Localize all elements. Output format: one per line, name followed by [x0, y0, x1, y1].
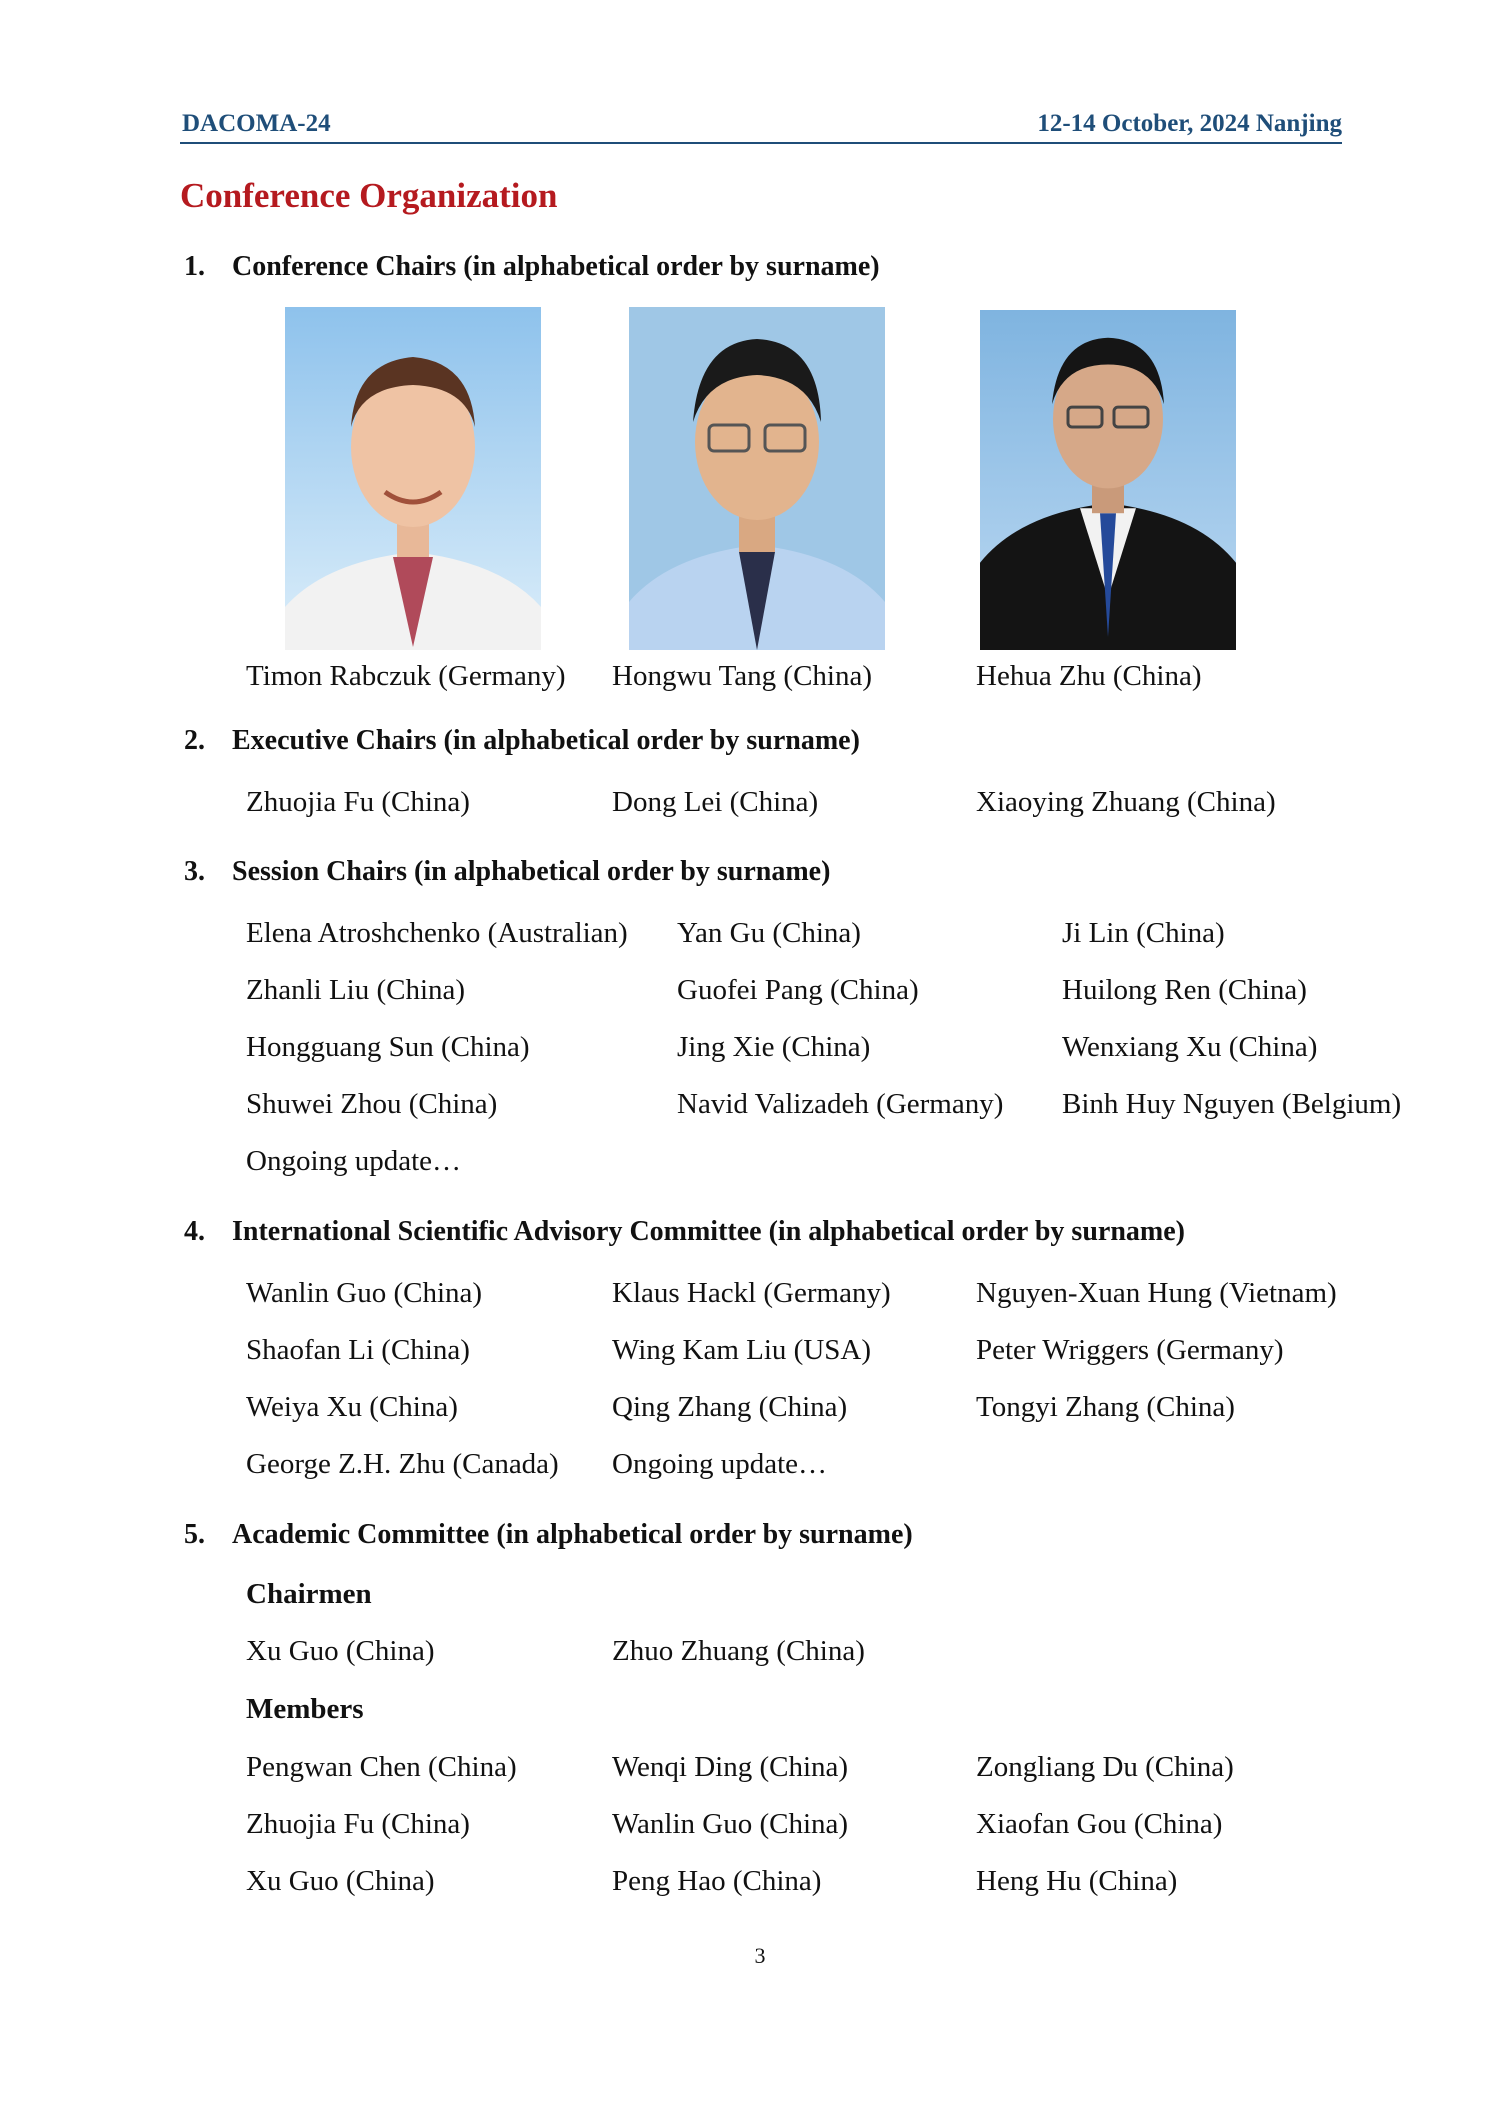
session-chair-name: Huilong Ren (China) — [1062, 974, 1307, 1006]
academic-chairman-name: Zhuo Zhuang (China) — [612, 1635, 865, 1667]
academic-member-name: Zongliang Du (China) — [976, 1751, 1234, 1783]
committee-member-name: Qing Zhang (China) — [612, 1391, 848, 1423]
academic-chairman-name: Xu Guo (China) — [246, 1635, 435, 1667]
section-heading-executive-chairs — [184, 725, 860, 757]
section-title: Academic Committee (in alphabetical order by surname) — [232, 1519, 913, 1550]
executive-chair-name: Xiaoying Zhuang (China) — [976, 786, 1276, 818]
academic-member-name: Peng Hao (China) — [612, 1865, 822, 1897]
committee-member-name: Peter Wriggers (Germany) — [976, 1334, 1284, 1366]
header-date-location: 12-14 October, 2024 Nanjing — [1037, 110, 1342, 137]
chair-name: Hongwu Tang (China) — [612, 660, 873, 692]
ongoing-update-note: Ongoing update… — [612, 1448, 828, 1480]
section-heading-conference-chairs — [184, 251, 880, 283]
section-number: 4. — [184, 1216, 205, 1247]
academic-member-name: Zhuojia Fu (China) — [246, 1808, 470, 1840]
session-chair-name: Navid Valizadeh (Germany) — [677, 1088, 1004, 1120]
committee-member-name: Wanlin Guo (China) — [246, 1277, 483, 1309]
session-chair-name: Hongguang Sun (China) — [246, 1031, 530, 1063]
section-heading-advisory-committee — [184, 1216, 1185, 1248]
academic-member-name: Xu Guo (China) — [246, 1865, 435, 1897]
chairmen-label: Chairmen — [246, 1578, 372, 1610]
session-chair-name: Zhanli Liu (China) — [246, 974, 466, 1006]
committee-member-name: Klaus Hackl (Germany) — [612, 1277, 891, 1309]
page-title: Conference Organization — [180, 176, 558, 215]
session-chair-name: Wenxiang Xu (China) — [1062, 1031, 1318, 1063]
academic-member-name: Xiaofan Gou (China) — [976, 1808, 1223, 1840]
session-chair-name: Jing Xie (China) — [677, 1031, 871, 1063]
section-title: International Scientific Advisory Committee (in alphabetical order by surname) — [232, 1216, 1185, 1247]
session-chair-name: Shuwei Zhou (China) — [246, 1088, 498, 1120]
chair-name: Hehua Zhu (China) — [976, 660, 1202, 692]
section-number: 1. — [184, 251, 205, 282]
committee-member-name: Tongyi Zhang (China) — [976, 1391, 1235, 1423]
photo-chair-3 — [980, 310, 1236, 650]
committee-member-name: George Z.H. Zhu (Canada) — [246, 1448, 559, 1480]
session-chair-name: Ji Lin (China) — [1062, 917, 1225, 949]
academic-member-name: Heng Hu (China) — [976, 1865, 1178, 1897]
committee-member-name: Nguyen-Xuan Hung (Vietnam) — [976, 1277, 1337, 1309]
session-chair-name: Guofei Pang (China) — [677, 974, 919, 1006]
page-number: 3 — [754, 1943, 766, 1968]
header-conference-name: DACOMA-24 — [182, 110, 331, 137]
page-header — [180, 104, 1342, 144]
executive-chair-name: Dong Lei (China) — [612, 786, 819, 818]
section-heading-academic-committee — [184, 1519, 913, 1551]
committee-member-name: Weiya Xu (China) — [246, 1391, 458, 1423]
members-label: Members — [246, 1693, 364, 1725]
section-number: 2. — [184, 725, 205, 756]
section-title: Conference Chairs (in alphabetical order by surname) — [232, 251, 880, 282]
ongoing-update-note: Ongoing update… — [246, 1145, 462, 1177]
executive-chair-name: Zhuojia Fu (China) — [246, 786, 470, 818]
academic-member-name: Wenqi Ding (China) — [612, 1751, 849, 1783]
section-number: 3. — [184, 856, 205, 887]
section-title: Executive Chairs (in alphabetical order by surname) — [232, 725, 860, 756]
session-chair-name: Yan Gu (China) — [677, 917, 861, 949]
academic-member-name: Wanlin Guo (China) — [612, 1808, 849, 1840]
committee-member-name: Wing Kam Liu (USA) — [612, 1334, 871, 1366]
section-title: Session Chairs (in alphabetical order by surname) — [232, 856, 831, 887]
photo-chair-2 — [629, 307, 885, 650]
session-chair-name: Binh Huy Nguyen (Belgium) — [1062, 1088, 1402, 1120]
committee-member-name: Shaofan Li (China) — [246, 1334, 470, 1366]
section-number: 5. — [184, 1519, 205, 1550]
photo-chair-1 — [285, 307, 541, 650]
session-chair-name: Elena Atroshchenko (Australian) — [246, 917, 628, 949]
chair-name: Timon Rabczuk (Germany) — [246, 660, 566, 692]
section-heading-session-chairs — [184, 856, 830, 888]
academic-member-name: Pengwan Chen (China) — [246, 1751, 517, 1783]
